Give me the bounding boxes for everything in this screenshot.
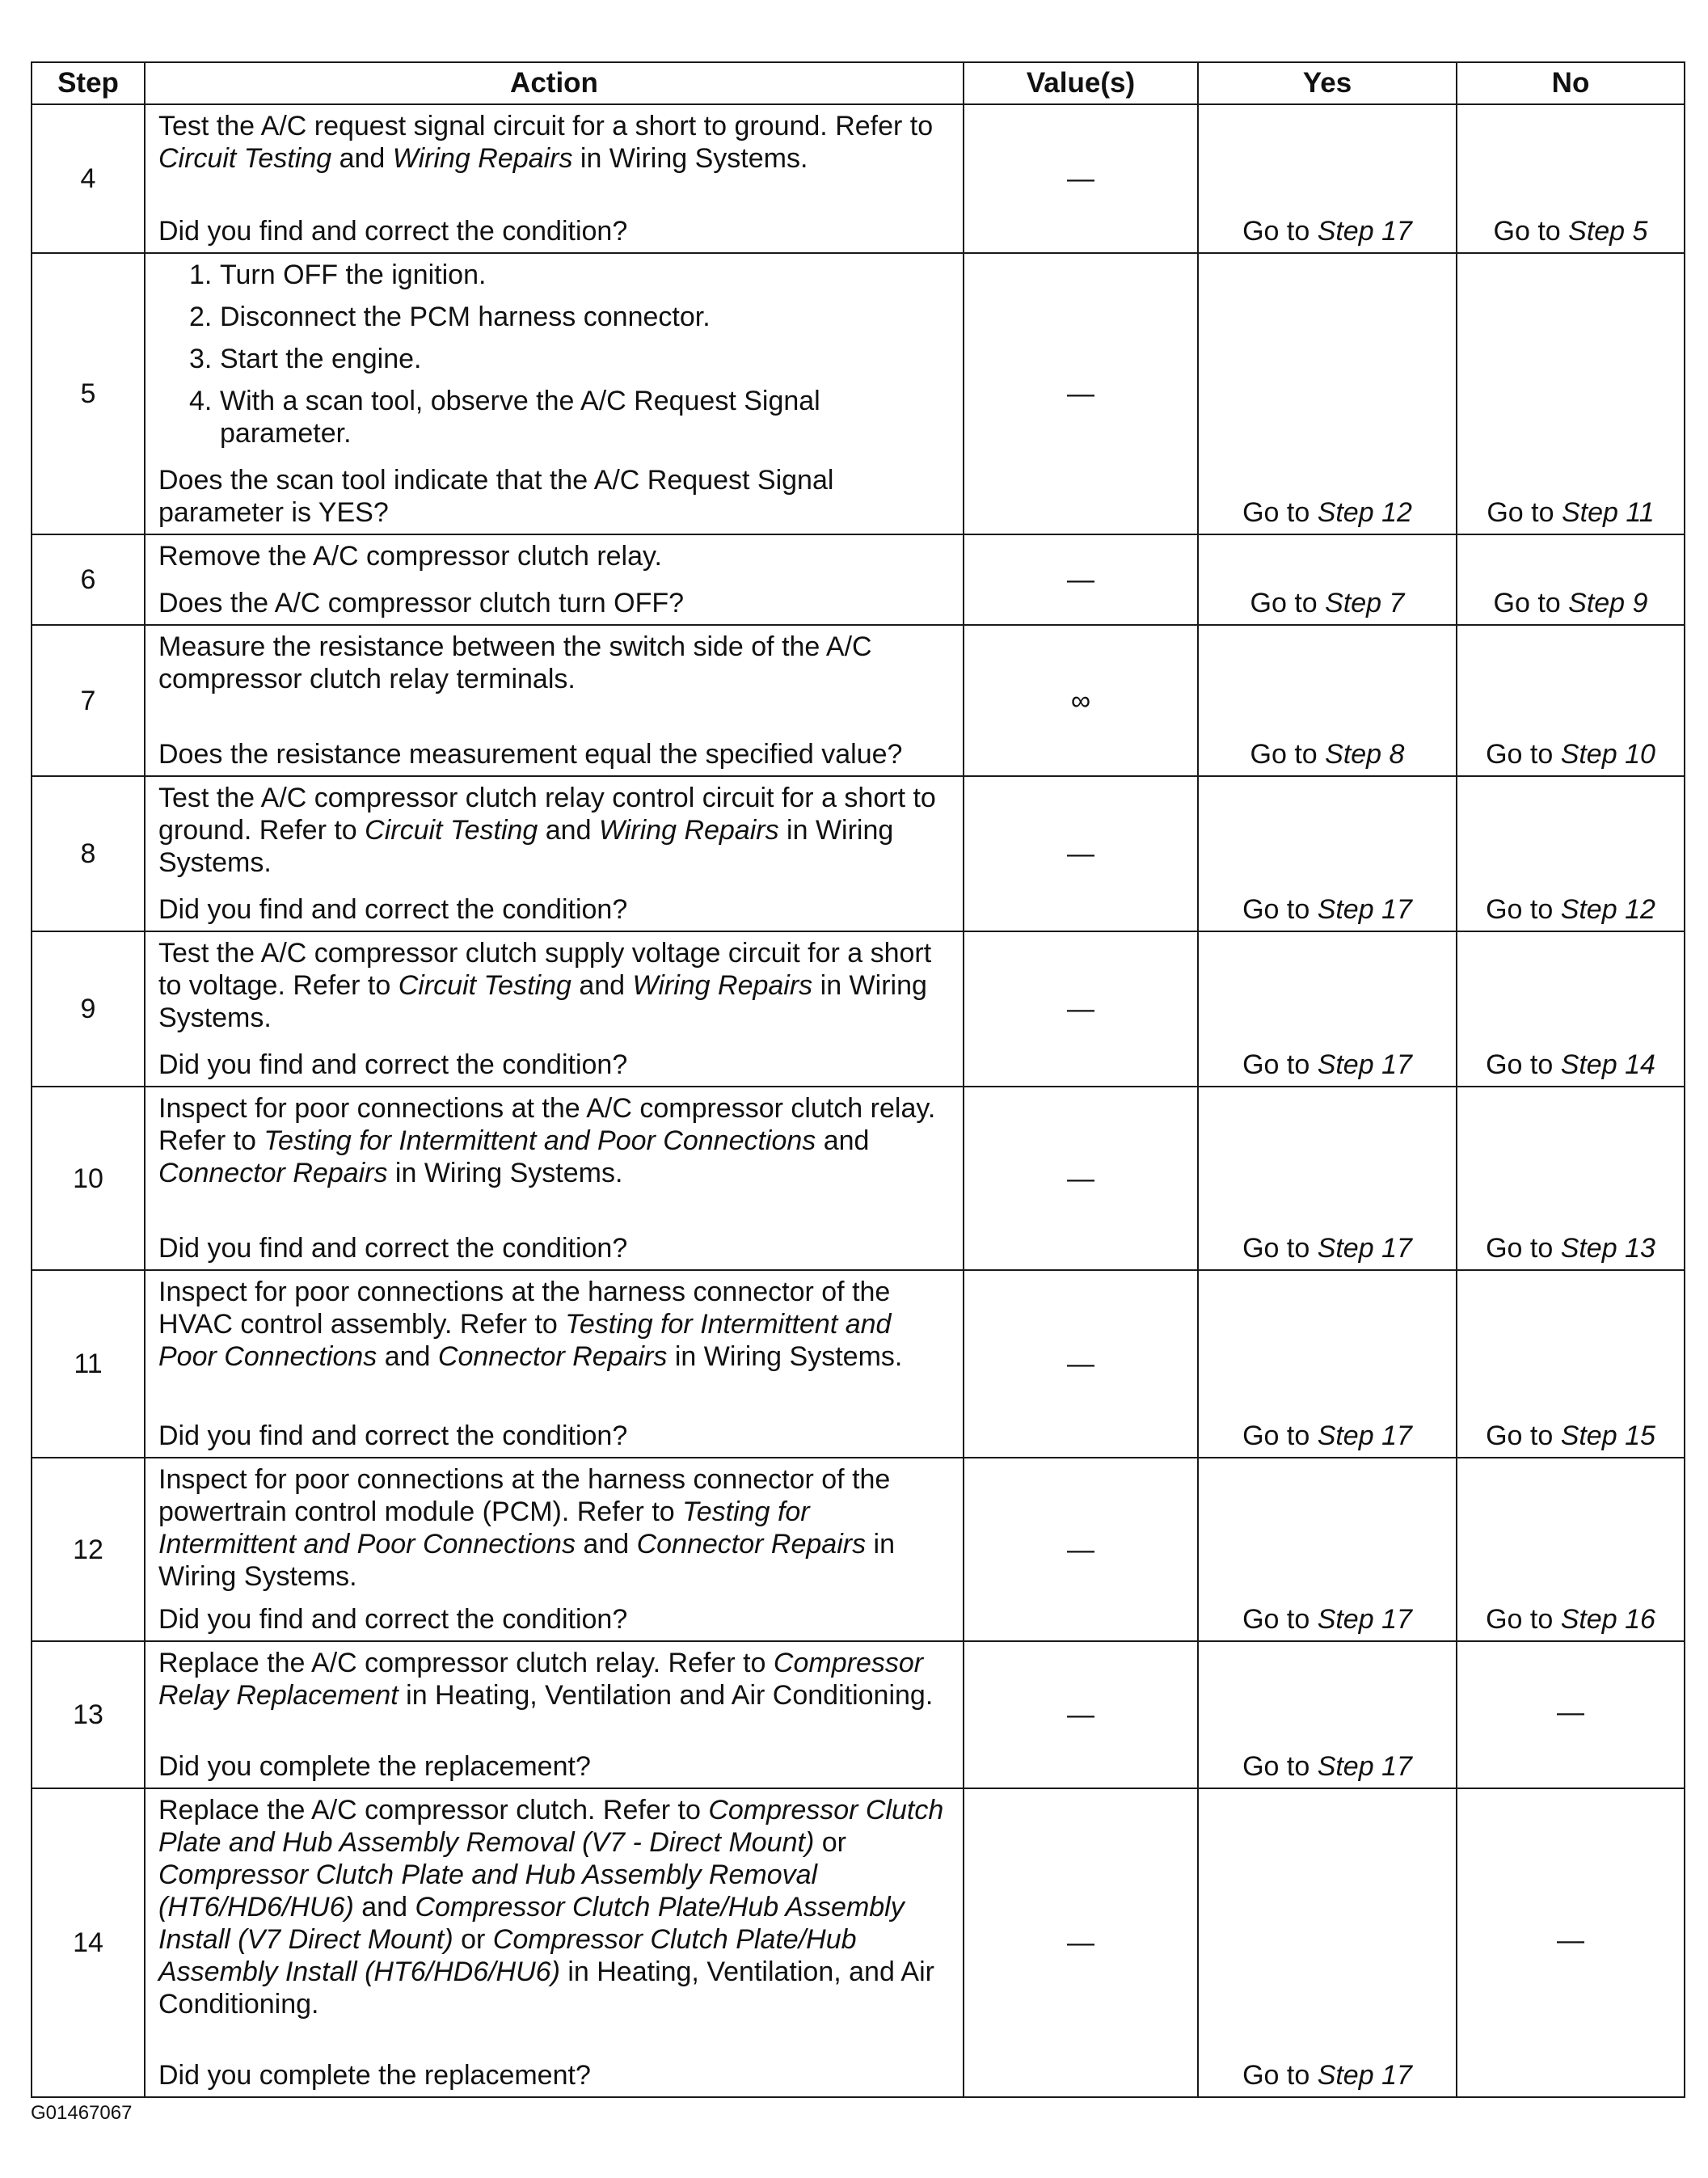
- table-row: [32, 253, 1685, 534]
- no-goto-step: Step 13: [1560, 1233, 1655, 1264]
- procedure-list: [158, 259, 955, 450]
- no-goto-prefix: Go to: [1487, 497, 1562, 528]
- action-text: [158, 937, 955, 1034]
- yes-cell: [1198, 776, 1457, 931]
- action-cell: [145, 625, 964, 776]
- no-goto-step: Step 16: [1560, 1604, 1655, 1635]
- action-cell: [145, 534, 964, 625]
- yes-cell: [1198, 1641, 1457, 1788]
- table-row: [32, 1641, 1685, 1788]
- yes-goto-prefix: Go to: [1242, 894, 1318, 925]
- no-cell: [1457, 1270, 1685, 1458]
- action-reference: Compressor Clutch Plate and Hub Assembly Removal (V7 - Direct Mount): [158, 1795, 944, 1858]
- action-fragment: Test the A/C compressor clutch relay control circuit for a short to ground. Refer to: [158, 783, 936, 846]
- action-text: [158, 1276, 955, 1373]
- figure-id: G01467067: [31, 2102, 133, 2124]
- no-goto-prefix: Go to: [1486, 1604, 1561, 1635]
- no-goto-step: Step 14: [1560, 1049, 1655, 1080]
- step-cell: 7: [32, 625, 145, 776]
- action-text: [158, 110, 955, 175]
- procedure-step-number: 1.: [189, 260, 213, 290]
- yes-goto-step: Step 17: [1317, 1049, 1412, 1080]
- step-cell: 12: [32, 1458, 145, 1641]
- action-fragment: and: [571, 970, 633, 1001]
- step-cell: 8: [32, 776, 145, 931]
- yes-goto-prefix: Go to: [1242, 216, 1318, 247]
- yes-goto-step: Step 12: [1317, 497, 1412, 528]
- no-goto-step: Step 15: [1560, 1420, 1655, 1451]
- yes-cell: [1198, 1788, 1457, 2097]
- yes-cell: [1198, 104, 1457, 253]
- action-question: Did you find and correct the condition?: [158, 894, 628, 925]
- yes-goto-prefix: Go to: [1242, 1604, 1318, 1635]
- no-cell: [1457, 625, 1685, 776]
- action-reference: Circuit Testing: [158, 143, 332, 174]
- action-content: [158, 1276, 955, 1452]
- value-cell: —: [964, 1788, 1198, 2097]
- no-cell: [1457, 1087, 1685, 1270]
- action-fragment: Test the A/C compressor clutch supply voltage circuit for a short to voltage. Refer to: [158, 938, 932, 1001]
- action-content: [158, 1463, 955, 1636]
- diagnostic-table: [31, 61, 1685, 2098]
- yes-goto-prefix: Go to: [1242, 1420, 1318, 1451]
- yes-goto-step: Step 7: [1325, 588, 1405, 618]
- action-text: [158, 259, 955, 459]
- action-content: [158, 782, 955, 926]
- yes-cell: [1198, 1458, 1457, 1641]
- no-cell: [1457, 104, 1685, 253]
- step-cell: 11: [32, 1270, 145, 1458]
- action-reference: Connector Repairs: [437, 1341, 668, 1372]
- action-fragment: and: [575, 1529, 637, 1560]
- no-cell: [1457, 1458, 1685, 1641]
- action-reference: Testing for Intermittent and Poor Connections: [264, 1125, 816, 1156]
- yes-goto-prefix: Go to: [1242, 2060, 1318, 2091]
- action-fragment: in Wiring Systems.: [158, 970, 927, 1033]
- yes-goto-prefix: Go to: [1242, 1049, 1318, 1080]
- action-fragment: in Wiring Systems.: [158, 1529, 895, 1592]
- action-fragment: in Heating, Ventilation, and Air Conditioning.: [158, 1956, 934, 2020]
- table-body: [32, 104, 1685, 2097]
- no-cell: [1457, 534, 1685, 625]
- yes-cell: [1198, 1087, 1457, 1270]
- action-fragment: Inspect for poor connections at the harness connector of the powertrain control module (PCM). Refer to: [158, 1464, 891, 1527]
- yes-goto-prefix: Go to: [1242, 1751, 1318, 1782]
- no-cell: [1457, 253, 1685, 534]
- yes-cell: [1198, 625, 1457, 776]
- step-cell: 4: [32, 104, 145, 253]
- table-row: [32, 776, 1685, 931]
- action-fragment: and: [331, 143, 393, 174]
- header-row: [32, 62, 1685, 104]
- action-cell: [145, 1270, 964, 1458]
- step-cell: 13: [32, 1641, 145, 1788]
- action-fragment: Remove the A/C compressor clutch relay.: [158, 541, 662, 572]
- yes-goto-prefix: Go to: [1242, 497, 1318, 528]
- action-reference: Compressor Clutch Plate/Hub Assembly Install (HT6/HD6/HU6): [158, 1924, 857, 1987]
- action-question: Did you find and correct the condition?: [158, 1233, 628, 1264]
- header-step: Step: [32, 62, 145, 104]
- procedure-step-text: With a scan tool, observe the A/C Request Signal parameter.: [220, 386, 820, 449]
- yes-goto-prefix: Go to: [1250, 739, 1326, 770]
- action-text: [158, 782, 955, 879]
- table-row: [32, 1458, 1685, 1641]
- no-goto-step: Step 11: [1561, 497, 1655, 528]
- value-cell: ∞: [964, 625, 1198, 776]
- action-question: Did you complete the replacement?: [158, 2060, 591, 2091]
- procedure-step-text: Start the engine.: [220, 344, 422, 374]
- no-cell: [1457, 931, 1685, 1087]
- yes-goto-step: Step 17: [1317, 1751, 1412, 1782]
- action-text: [158, 1463, 955, 1593]
- table-row: [32, 625, 1685, 776]
- action-reference: Circuit Testing: [365, 815, 538, 846]
- action-cell: [145, 776, 964, 931]
- yes-cell: [1198, 253, 1457, 534]
- table-row: [32, 1788, 1685, 2097]
- procedure-step-text: Turn OFF the ignition.: [220, 260, 487, 290]
- action-cell: [145, 1087, 964, 1270]
- yes-goto-step: Step 17: [1317, 1233, 1412, 1264]
- no-goto-prefix: Go to: [1486, 739, 1561, 770]
- action-fragment: Replace the A/C compressor clutch relay. Refer to: [158, 1648, 774, 1678]
- value-cell: —: [964, 931, 1198, 1087]
- procedure-step: [189, 343, 955, 375]
- action-cell: [145, 253, 964, 534]
- yes-goto-step: Step 17: [1317, 216, 1412, 247]
- action-content: [158, 1794, 955, 2091]
- action-fragment: and: [353, 1892, 415, 1923]
- action-reference: Compressor Relay Replacement: [158, 1648, 924, 1711]
- action-reference: Connector Repairs: [636, 1529, 867, 1560]
- action-fragment: in Wiring Systems.: [572, 143, 808, 174]
- action-reference: Testing for Intermittent and Poor Connections: [158, 1309, 892, 1372]
- procedure-step: [189, 301, 955, 333]
- yes-cell: [1198, 1270, 1457, 1458]
- no-cell: [1457, 776, 1685, 931]
- action-text: [158, 631, 955, 695]
- no-goto-prefix: Go to: [1493, 588, 1569, 618]
- action-content: [158, 631, 955, 770]
- action-reference: Wiring Repairs: [392, 143, 573, 174]
- yes-cell: [1198, 534, 1457, 625]
- procedure-step: [189, 385, 955, 450]
- action-fragment: in Wiring Systems.: [158, 815, 894, 878]
- no-goto-step: Step 9: [1568, 588, 1648, 618]
- step-cell: 5: [32, 253, 145, 534]
- action-question: Did you find and correct the condition?: [158, 1049, 628, 1080]
- action-question: Does the resistance measurement equal the specified value?: [158, 739, 903, 770]
- action-fragment: Measure the resistance between the switch side of the A/C compressor clutch relay terminals.: [158, 631, 872, 694]
- action-cell: [145, 1788, 964, 2097]
- no-goto-step: Step 12: [1560, 894, 1655, 925]
- yes-goto-step: Step 17: [1317, 1420, 1412, 1451]
- action-reference: Compressor Clutch Plate/Hub Assembly Install (V7 Direct Mount): [158, 1892, 905, 1955]
- header-yes: Yes: [1198, 62, 1457, 104]
- action-cell: [145, 104, 964, 253]
- value-cell: —: [964, 776, 1198, 931]
- value-cell: —: [964, 104, 1198, 253]
- action-content: [158, 1092, 955, 1264]
- no-goto-prefix: Go to: [1486, 1420, 1561, 1451]
- no-goto-prefix: Go to: [1486, 1233, 1561, 1264]
- action-fragment: Test the A/C request signal circuit for a short to ground. Refer to: [158, 111, 934, 141]
- action-question: Did you find and correct the condition?: [158, 1420, 628, 1451]
- action-cell: [145, 1641, 964, 1788]
- action-fragment: and: [377, 1341, 438, 1372]
- action-content: [158, 540, 955, 619]
- step-cell: 14: [32, 1788, 145, 2097]
- procedure-step-number: 4.: [189, 386, 213, 416]
- yes-goto-step: Step 17: [1317, 1604, 1412, 1635]
- procedure-step-number: 2.: [189, 302, 213, 332]
- value-cell: —: [964, 1458, 1198, 1641]
- action-reference: Wiring Repairs: [598, 815, 779, 846]
- action-question: Did you find and correct the condition?: [158, 216, 628, 247]
- action-text: [158, 1647, 955, 1712]
- action-fragment: in Wiring Systems.: [387, 1158, 623, 1188]
- action-cell: [145, 1458, 964, 1641]
- action-content: [158, 1647, 955, 1783]
- action-reference: Circuit Testing: [398, 970, 571, 1001]
- action-fragment: in Heating, Ventilation and Air Conditioning.: [398, 1680, 934, 1711]
- yes-goto-step: Step 8: [1325, 739, 1405, 770]
- action-fragment: Replace the A/C compressor clutch. Refer to: [158, 1795, 709, 1826]
- header-values: Value(s): [964, 62, 1198, 104]
- table-row: [32, 931, 1685, 1087]
- action-question: Did you complete the replacement?: [158, 1751, 591, 1782]
- action-text: [158, 1794, 955, 2020]
- no-goto-step: Step 5: [1568, 216, 1648, 247]
- action-fragment: Inspect for poor connections at the A/C compressor clutch relay. Refer to: [158, 1093, 936, 1156]
- action-fragment: or: [453, 1924, 493, 1955]
- yes-goto-prefix: Go to: [1250, 588, 1326, 618]
- action-reference: Wiring Repairs: [632, 970, 813, 1001]
- action-cell: [145, 931, 964, 1087]
- table-row: [32, 534, 1685, 625]
- procedure-step-number: 3.: [189, 344, 213, 374]
- table-row: [32, 104, 1685, 253]
- value-cell: —: [964, 253, 1198, 534]
- header-action: Action: [145, 62, 964, 104]
- no-goto-prefix: Go to: [1486, 894, 1561, 925]
- action-content: [158, 110, 955, 247]
- action-question: Did you find and correct the condition?: [158, 1604, 628, 1635]
- procedure-step-text: Disconnect the PCM harness connector.: [220, 302, 711, 332]
- yes-goto-prefix: Go to: [1242, 1233, 1318, 1264]
- action-content: [158, 259, 955, 529]
- yes-cell: [1198, 931, 1457, 1087]
- yes-goto-step: Step 17: [1317, 2060, 1412, 2091]
- action-reference: Testing for Intermittent and Poor Connections: [158, 1496, 810, 1560]
- action-fragment: Inspect for poor connections at the harness connector of the HVAC control assembly. Refer to: [158, 1277, 891, 1340]
- procedure-step: [189, 259, 955, 291]
- action-text: [158, 540, 955, 572]
- no-cell: —: [1457, 1641, 1685, 1788]
- no-goto-step: Step 10: [1560, 739, 1655, 770]
- action-question: Does the scan tool indicate that the A/C Request Signal parameter is YES?: [158, 465, 834, 528]
- action-fragment: and: [816, 1125, 870, 1156]
- value-cell: —: [964, 1641, 1198, 1788]
- header-no: No: [1457, 62, 1685, 104]
- no-goto-prefix: Go to: [1486, 1049, 1561, 1080]
- action-content: [158, 937, 955, 1081]
- table-row: [32, 1087, 1685, 1270]
- action-fragment: and: [538, 815, 599, 846]
- action-reference: Compressor Clutch Plate and Hub Assembly Removal (HT6/HD6/HU6): [158, 1859, 818, 1923]
- action-question: Does the A/C compressor clutch turn OFF?: [158, 588, 685, 618]
- value-cell: —: [964, 534, 1198, 625]
- step-cell: 6: [32, 534, 145, 625]
- value-cell: —: [964, 1270, 1198, 1458]
- no-goto-prefix: Go to: [1493, 216, 1569, 247]
- action-text: [158, 1092, 955, 1189]
- no-cell: —: [1457, 1788, 1685, 2097]
- step-cell: 9: [32, 931, 145, 1087]
- yes-goto-step: Step 17: [1317, 894, 1412, 925]
- step-cell: 10: [32, 1087, 145, 1270]
- value-cell: —: [964, 1087, 1198, 1270]
- table-row: [32, 1270, 1685, 1458]
- action-fragment: in Wiring Systems.: [667, 1341, 903, 1372]
- action-fragment: or: [814, 1827, 846, 1858]
- action-reference: Connector Repairs: [158, 1158, 388, 1188]
